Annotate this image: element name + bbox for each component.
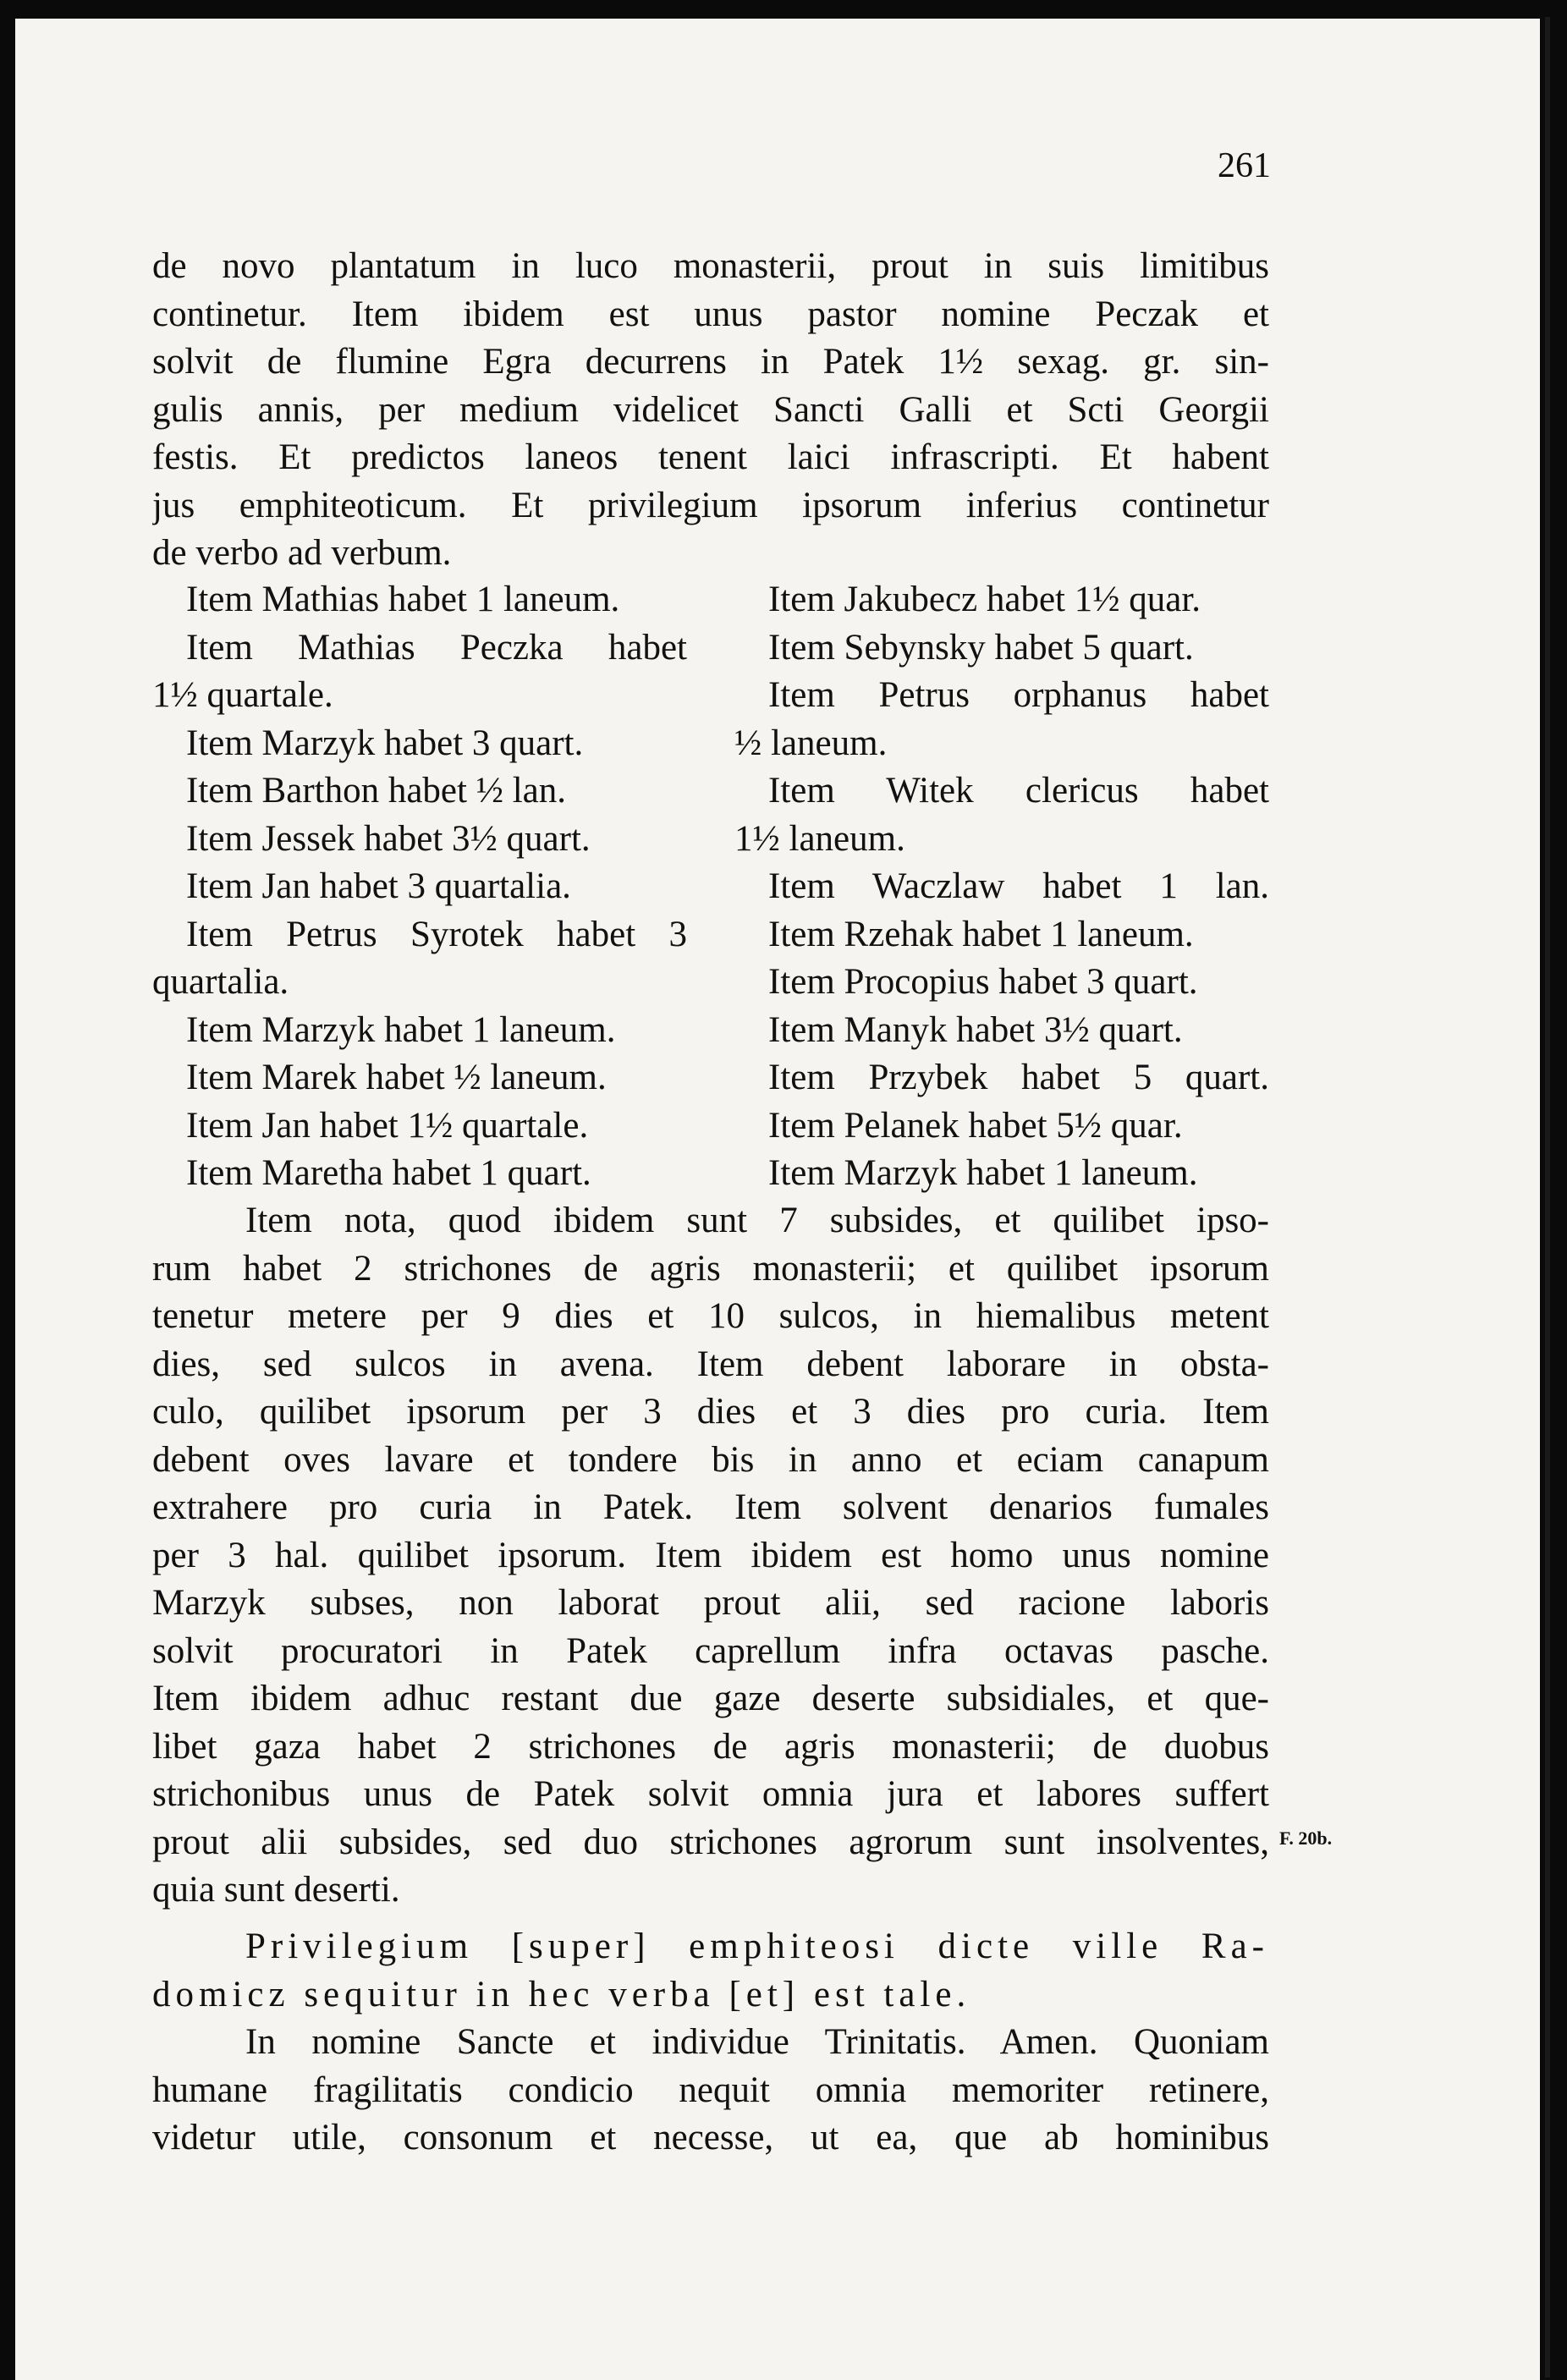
list-item: Item Marzyk habet 1 laneum.: [768, 1153, 1198, 1193]
list-item: Item Mathias habet 1 laneum.: [186, 580, 620, 619]
list-item: Item Procopius habet 3 quart.: [768, 962, 1198, 1002]
nota-line: debent oves lavare et tondere bis in anno et eciam canapum: [152, 1439, 1269, 1480]
nota-line: prout alii subsides, sed duo strichones agrorum sunt insolventes,: [152, 1822, 1269, 1862]
list-item: ½ laneum.: [734, 723, 888, 763]
nomine-line: videtur utile, consonum et necesse, ut ea, que ab hominibus: [152, 2118, 1269, 2157]
list-item: Item Rzehak habet 1 laneum.: [768, 914, 1194, 954]
list-item: Item Waczlaw habet 1 lan.: [768, 866, 1269, 906]
list-item: 1½ quartale.: [152, 675, 333, 715]
nomine-paragraph: [152, 2019, 1269, 2163]
nota-line: Marzyk subses, non laborat prout alii, sed racione laboris: [152, 1583, 1269, 1623]
nota-line: solvit procuratori in Patek caprellum infra octavas pasche.: [152, 1630, 1269, 1671]
list-item: Item Maretha habet 1 quart.: [186, 1153, 591, 1193]
list-item: Item Marzyk habet 3 quart.: [186, 723, 584, 763]
list-item: Item Jessek habet 3½ quart.: [186, 818, 591, 859]
list-item: Item Petrus orphanus habet: [768, 675, 1269, 715]
list-item: Item Mathias Peczka habet: [186, 627, 687, 668]
intro-line: de verbo ad verbum.: [152, 533, 452, 573]
nota-line: quia sunt deserti.: [152, 1870, 400, 1910]
intro-line: solvit de flumine Egra decurrens in Patek 1½ sexag. gr. sin-: [152, 342, 1269, 382]
intro-line: jus emphiteoticum. Et privilegium ipsorum inferius continetur: [152, 485, 1269, 525]
intro-line: de novo plantatum in luco monasterii, prout in suis limitibus: [152, 246, 1269, 286]
nota-line: strichonibus unus de Patek solvit omnia jura et labores suffert: [152, 1774, 1269, 1814]
nota-line: per 3 hal. quilibet ipsorum. Item ibidem est homo unus nomine: [152, 1535, 1269, 1575]
page-number: 261: [1218, 146, 1271, 185]
list-item: Item Witek clericus habet: [768, 771, 1269, 811]
list-item: Item Barthon habet ½ lan.: [186, 771, 566, 811]
holders-list-left: [152, 576, 687, 1198]
list-item: Item Manyk habet 3½ quart.: [768, 1009, 1183, 1050]
list-item: Item Przybek habet 5 quart.: [768, 1058, 1269, 1097]
list-item: Item Sebynsky habet 5 quart.: [768, 627, 1194, 668]
nota-line: rum habet 2 strichones de agris monasterii; et quilibet ipsorum: [152, 1248, 1269, 1289]
list-item: Item Jan habet 1½ quartale.: [186, 1105, 589, 1146]
nomine-line: In nomine Sancte et individue Trinitatis. Amen. Quoniam: [245, 2022, 1269, 2062]
nomine-line: humane fragilitatis condicio nequit omnia memoriter retinere,: [152, 2069, 1269, 2110]
holders-list-right: [734, 576, 1269, 1198]
nota-line: culo, quilibet ipsorum per 3 dies et 3 dies pro curia. Item: [152, 1392, 1269, 1432]
list-item: Item Marzyk habet 1 laneum.: [186, 1009, 616, 1050]
intro-line: festis. Et predictos laneos tenent laici infrascripti. Et habent: [152, 437, 1269, 477]
intro-paragraph: [152, 243, 1269, 578]
nota-paragraph: [152, 1197, 1269, 1915]
nota-line: Item ibidem adhuc restant due gaze deserte subsidiales, et que-: [152, 1679, 1269, 1718]
privilegium-line: domicz sequitur in hec verba [et] est tale.: [152, 1974, 971, 2014]
intro-line: gulis annis, per medium videlicet Sancti Galli et Scti Georgii: [152, 389, 1269, 430]
folio-margin-note: F. 20b.: [1279, 1828, 1333, 1849]
list-item: Item Marek habet ½ laneum.: [186, 1058, 607, 1097]
nota-line: tenetur metere per 9 dies et 10 sulcos, in hiemalibus metent: [152, 1296, 1269, 1336]
list-item: Item Pelanek habet 5½ quar.: [768, 1105, 1183, 1146]
privilegium-heading: [152, 1923, 1269, 2019]
list-item: quartalia.: [152, 962, 289, 1002]
intro-line: continetur. Item ibidem est unus pastor nomine Peczak et: [152, 294, 1269, 334]
nota-line: dies, sed sulcos in avena. Item debent laborare in obsta-: [152, 1344, 1269, 1384]
list-item: 1½ laneum.: [734, 818, 905, 859]
list-item: Item Jakubecz habet 1½ quar.: [768, 580, 1201, 619]
nota-line: libet gaza habet 2 strichones de agris monasterii; de duobus: [152, 1726, 1269, 1767]
list-item: Item Jan habet 3 quartalia.: [186, 866, 571, 906]
nota-line: Item nota, quod ibidem sunt 7 subsides, et quilibet ipso-: [245, 1201, 1269, 1240]
list-item: Item Petrus Syrotek habet 3: [186, 914, 687, 954]
nota-line: extrahere pro curia in Patek. Item solvent denarios fumales: [152, 1487, 1269, 1527]
privilegium-line: Privilegium [super] emphiteosi dicte ville Ra-: [245, 1927, 1269, 1966]
